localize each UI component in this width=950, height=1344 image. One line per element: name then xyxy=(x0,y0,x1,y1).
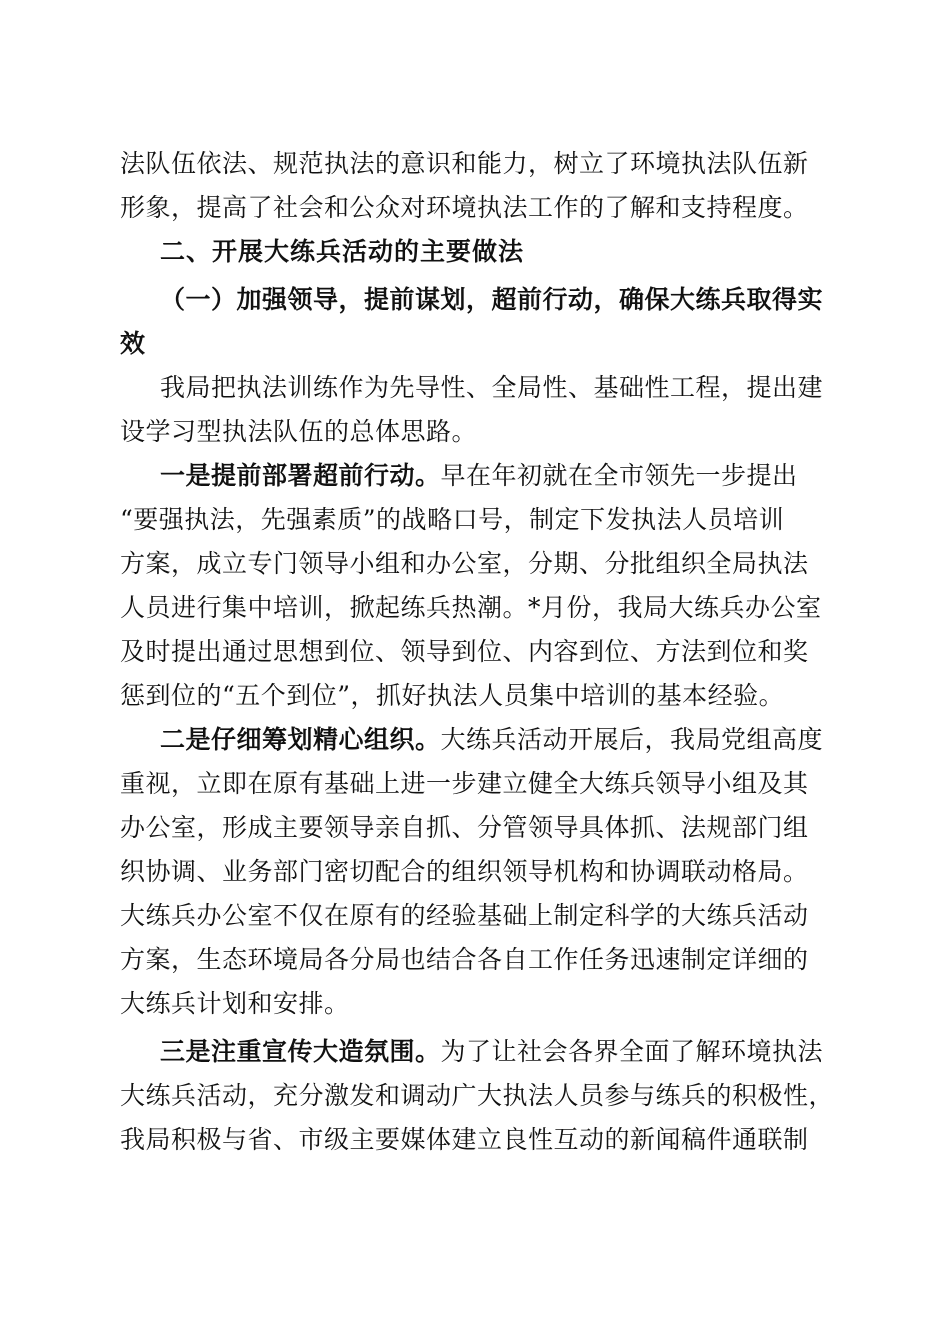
text-line: 大练兵办公室不仅在原有的经验基础上制定科学的大练兵活动 xyxy=(120,901,809,930)
text-line: 法队伍依法、规范执法的意识和能力，树立了环境执法队伍新 xyxy=(120,149,809,178)
text-line: 大练兵计划和安排。 xyxy=(120,989,350,1018)
paragraph-advance-deployment xyxy=(120,454,832,718)
text-line: 人员进行集中培训，掀起练兵热潮。*月份，我局大练兵办公室 xyxy=(120,593,822,622)
text-line: 大练兵活动，充分激发和调动广大执法人员参与练兵的积极性， xyxy=(120,1081,835,1110)
text-line: 我局把执法训练作为先导性、全局性、基础性工程，提出建 xyxy=(160,373,824,402)
text-line xyxy=(120,454,832,498)
text-line: 我局积极与省、市级主要媒体建立良性互动的新闻稿件通联制 xyxy=(120,1125,809,1154)
text-line xyxy=(120,718,832,762)
lead-phrase: 二是仔细筹划精心组织。 xyxy=(160,725,441,754)
paragraph-intro xyxy=(120,142,832,230)
text-line: 设学习型执法队伍的总体思路。 xyxy=(120,417,478,446)
text-line: 重视，立即在原有基础上进一步建立健全大练兵领导小组及其 xyxy=(120,769,809,798)
heading-text: 二、开展大练兵活动的主要做法 xyxy=(160,237,525,266)
lead-phrase: 一是提前部署超前行动。 xyxy=(160,461,441,490)
subheading-line: （一）加强领导，提前谋划，超前行动，确保大练兵取得实 xyxy=(160,285,824,314)
text-line xyxy=(120,1030,832,1074)
text-line: 方案，生态环境局各分局也结合各自工作任务迅速制定详细的 xyxy=(120,945,809,974)
paragraph-publicity xyxy=(120,1030,835,1162)
paragraph-careful-planning xyxy=(120,718,832,1026)
text-span: 大练兵活动开展后，我局党组高度 xyxy=(440,725,824,754)
text-line: 及时提出通过思想到位、领导到位、内容到位、方法到位和奖 xyxy=(120,637,809,666)
lead-phrase: 三是注重宣传大造氛围。 xyxy=(160,1037,441,1066)
text-line: “要强执法，先强素质”的战略口号，制定下发执法人员培训 xyxy=(120,505,785,534)
text-span: 早在年初就在全市领先一步提出 xyxy=(440,461,798,490)
section-heading xyxy=(120,230,832,274)
text-line: 织协调、业务部门密切配合的组织领导机构和协调联动格局。 xyxy=(120,857,809,886)
text-line: 方案，成立专门领导小组和办公室，分期、分批组织全局执法 xyxy=(120,549,809,578)
text-line: 惩到位的“五个到位”，抓好执法人员集中培训的基本经验。 xyxy=(120,681,785,710)
text-line: 形象，提高了社会和公众对环境执法工作的了解和支持程度。 xyxy=(120,193,809,222)
subheading xyxy=(120,278,832,366)
paragraph-overview xyxy=(120,366,832,454)
subheading-line: 效 xyxy=(120,329,146,358)
text-span: 为了让社会各界全面了解环境执法 xyxy=(440,1037,824,1066)
text-line: 办公室，形成主要领导亲自抓、分管领导具体抓、法规部门组 xyxy=(120,813,809,842)
